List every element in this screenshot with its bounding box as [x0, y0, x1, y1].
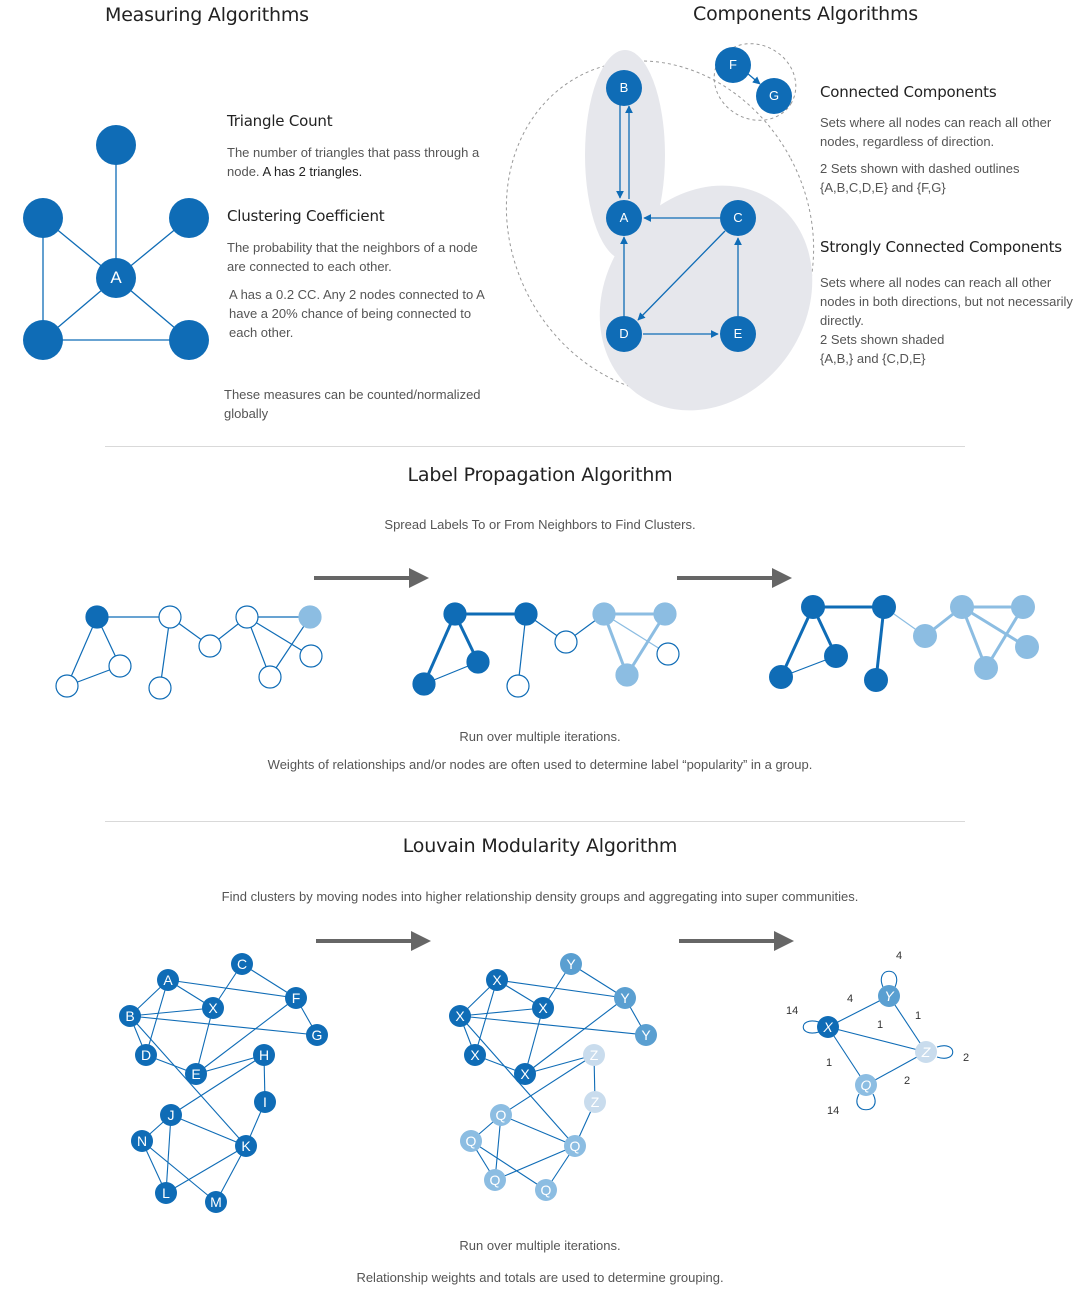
louvain-node: M [205, 1191, 227, 1213]
text-line: 2 Sets shown with dashed outlines [820, 161, 1020, 176]
louvain-node: X [817, 1016, 839, 1038]
lpa-node [507, 675, 529, 697]
text-line: 2 Sets shown shaded [820, 332, 945, 347]
clustering-title: Clustering Coefficient [227, 207, 385, 225]
louvain-node: L [155, 1182, 177, 1204]
text-line: nodes in both directions, but not necessarily [820, 294, 1073, 309]
text-line: A has a 0.2 CC. Any 2 nodes connected to A [229, 287, 485, 302]
text-line: nodes, regardless of direction. [820, 134, 995, 149]
clustering-text [227, 238, 487, 276]
text-line: directly. [820, 313, 864, 328]
louvain-node: K [235, 1135, 257, 1157]
graph-node [23, 320, 63, 360]
lpa-node [913, 624, 937, 648]
louvain-node: X [486, 969, 508, 991]
lpa-node [801, 595, 825, 619]
section-divider [105, 821, 965, 822]
comp-label-f: F [729, 57, 737, 72]
connected-components-title: Connected Components [820, 83, 997, 101]
comp-label-b: B [619, 80, 629, 95]
comp-label-a: A [619, 210, 629, 225]
lpa-node [236, 606, 258, 628]
louvain-node: X [464, 1044, 486, 1066]
lpa-node [593, 603, 615, 625]
measure-note [224, 385, 484, 423]
weight-label: 14 [827, 1105, 840, 1117]
louvain-node: Y [560, 953, 582, 975]
louvain-node: E [185, 1063, 207, 1085]
triangle-graph [43, 145, 189, 340]
text-line: {A,B,} and {C,D,E} [820, 351, 926, 366]
weight-label: 4 [847, 993, 854, 1005]
lpa-node [149, 677, 171, 699]
louvain-node: Y [878, 985, 900, 1007]
label-propagation-title: Label Propagation Algorithm [407, 464, 673, 486]
louvain-node: Q [490, 1104, 512, 1126]
lpa-node [974, 656, 998, 680]
comp-label-c: C [733, 210, 743, 225]
comp-label-g: G [768, 88, 780, 103]
lpa-node [413, 673, 435, 695]
louvain-node: G [306, 1024, 328, 1046]
comp-label-d: D [619, 326, 629, 341]
louvain-node: X [449, 1005, 471, 1027]
louvain-node: F [285, 987, 307, 1009]
louvain-title: Louvain Modularity Algorithm [402, 835, 678, 857]
strong-components-text [820, 273, 1078, 368]
lpa-node [1011, 595, 1035, 619]
measuring-title: Measuring Algorithms [105, 4, 309, 26]
text-line: The number of triangles that pass through a [227, 145, 480, 160]
triangle-count-title: Triangle Count [227, 112, 333, 130]
triangle-count-text [227, 143, 487, 181]
weight-label: 2 [963, 1052, 970, 1064]
lpa-node [555, 631, 577, 653]
louvain-note1: Run over multiple iterations. [459, 1238, 621, 1253]
lpa-node [56, 675, 78, 697]
text-line: have a 20% chance of being connected to [229, 306, 472, 321]
text-span-highlight: A has 2 triangles. [262, 164, 363, 179]
lpa-node [657, 643, 679, 665]
louvain-node: N [131, 1130, 153, 1152]
lpa-node [864, 668, 888, 692]
louvain-node: Y [635, 1024, 657, 1046]
lpa-node [824, 644, 848, 668]
text-line: {A,B,C,D,E} and {F,G} [820, 180, 946, 195]
louvain-node: Q [535, 1179, 557, 1201]
lpa-node [86, 606, 108, 628]
node-a-label: A [110, 268, 122, 287]
connected-components-text [820, 113, 1070, 197]
louvain-node: A [157, 969, 179, 991]
louvain-node: H [253, 1044, 275, 1066]
strong-components-title: Strongly Connected Components [820, 238, 1062, 256]
lpa-node [1015, 635, 1039, 659]
lpa-node [300, 645, 322, 667]
louvain-node: J [160, 1104, 182, 1126]
louvain-node: Z [584, 1091, 606, 1113]
lpa-node [769, 665, 793, 689]
louvain-node: Y [614, 987, 636, 1009]
section-divider [105, 446, 965, 447]
text-line: are connected to each other. [227, 259, 392, 274]
text-line: The probability that the neighbors of a node [227, 240, 478, 255]
connected-set-fg-outline [700, 29, 810, 135]
lpa-node [872, 595, 896, 619]
text-line: Sets where all nodes can reach all other [820, 275, 1052, 290]
lpa-node [515, 603, 537, 625]
lpa-node [159, 606, 181, 628]
lpa-node [616, 664, 638, 686]
label-propagation-subtitle: Spread Labels To or From Neighbors to Find Clusters. [384, 517, 696, 532]
louvain-node: X [514, 1063, 536, 1085]
louvain-note2: Relationship weights and totals are used to determine grouping. [356, 1270, 724, 1285]
comp-label-e: E [733, 326, 743, 341]
lpa-node [259, 666, 281, 688]
louvain-node: Q [855, 1074, 877, 1096]
lpa-node [444, 603, 466, 625]
louvain-node: X [202, 997, 224, 1019]
graph-node [169, 320, 209, 360]
louvain-node: C [231, 953, 253, 975]
label-propagation-note1: Run over multiple iterations. [459, 729, 621, 744]
graph-node [169, 198, 209, 238]
lpa-node [109, 655, 131, 677]
weight-label: 14 [786, 1005, 799, 1017]
lpa-node [950, 595, 974, 619]
weight-label: 2 [904, 1075, 911, 1087]
lpa-node [467, 651, 489, 673]
louvain-node: Q [484, 1169, 506, 1191]
weight-label: 1 [826, 1057, 833, 1069]
cc-text [229, 285, 489, 342]
louvain-node: D [135, 1044, 157, 1066]
louvain-node: I [254, 1091, 276, 1113]
label-propagation-note2: Weights of relationships and/or nodes are often used to determine label “popularity” in a group. [267, 757, 813, 772]
louvain-node: X [532, 997, 554, 1019]
graph-node [23, 198, 63, 238]
components-title: Components Algorithms [693, 3, 918, 25]
lpa-node [199, 635, 221, 657]
text-line: each other. [229, 325, 294, 340]
text-line [227, 162, 487, 181]
graph-node [96, 125, 136, 165]
text-line: Sets where all nodes can reach all other [820, 115, 1052, 130]
louvain-node: Z [583, 1044, 605, 1066]
weight-label: 1 [877, 1019, 884, 1031]
weight-label: 1 [915, 1010, 922, 1022]
lpa-node [654, 603, 676, 625]
weight-label: 4 [896, 950, 903, 962]
louvain-node: B [119, 1005, 141, 1027]
lpa-node [299, 606, 321, 628]
louvain-subtitle: Find clusters by moving nodes into higher relationship density groups and aggregating into super communities. [221, 889, 859, 904]
louvain-node: Q [460, 1130, 482, 1152]
louvain-node: Z [915, 1041, 937, 1063]
text-line: globally [224, 406, 269, 421]
louvain-node: Q [564, 1135, 586, 1157]
text-line: These measures can be counted/normalized [224, 387, 481, 402]
text-span: node. [227, 164, 260, 179]
